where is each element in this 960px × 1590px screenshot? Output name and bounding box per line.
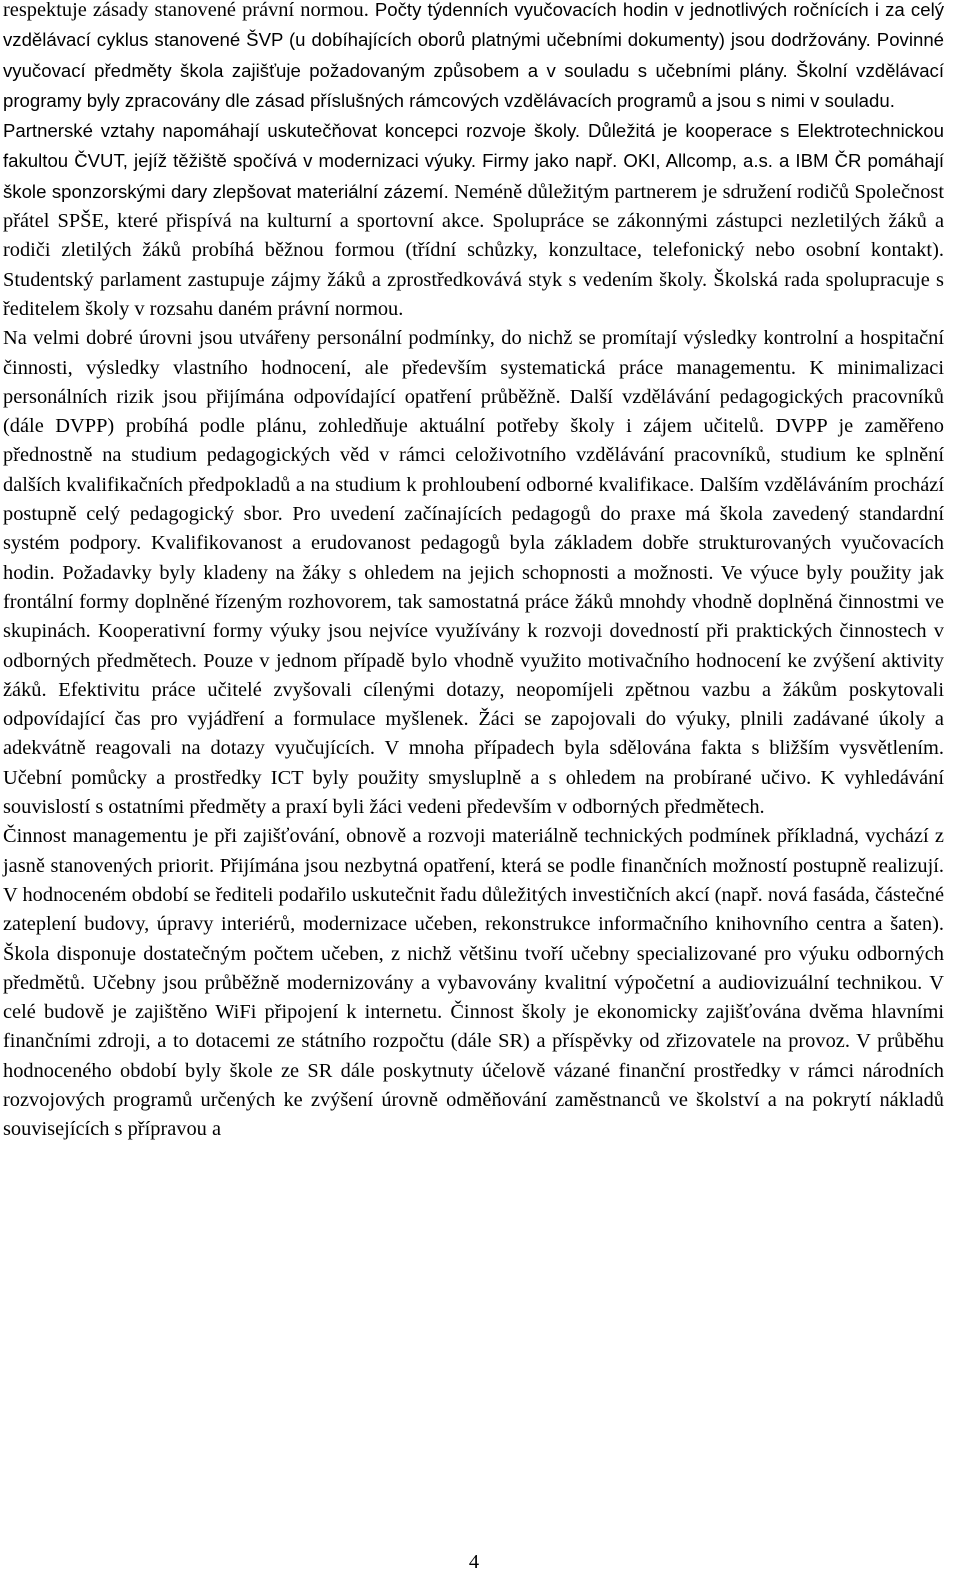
paragraph-2-start: Partnerské vztahy napomáhají uskutečňovat koncepci rozvoje školy. Důležitá je kooperace s Elektrotechnickou fakultou ČVUT, jejíž těžiště spočívá v modernizaci výuky. Firmy jako např. OKI, Allcomp, a.s. a IBM ČR pomáhají škole sponzorskými dary zlepšovat materiální zázemí. [3,120,944,202]
paragraph-2 [3,116,944,324]
paragraph-4: Činnost managementu je při zajišťování, obnově a rozvoji materiálně technických podmínek příkladná, vychází z jasně stanovených priorit. Přijímána jsou nezbytná opatření, která se podle finančních možností postupně realizují. V hodnoceném období se řediteli podařilo uskutečnit řadu důležitých investičních akcí (např. nová fasáda, částečné zateplení budovy, úpravy interiérů, modernizace učeben, rekonstrukce informačního knihovního centra a šaten). Škola disponuje dostatečným počtem učeben, z nichž většinu tvoří učebny specializované pro výuku odborných předmětů. Učebny jsou průběžně modernizovány a vybavovány kvalitní výpočetní a audiovizuální technikou. V celé budově je zajištěno WiFi připojení k internetu. Činnost školy je ekonomicky zajišťována dvěma hlavními finančními zdroji, a to dotacemi ze státního rozpočtu (dále SR) a příspěvky od zřizovatele na provoz. V průběhu hodnoceného období byly škole ze SR dále poskytnuty účelově vázané finanční prostředky v rámci národních rozvojových programů určených ke zvýšení úrovně odměňování zaměstnanců ve školství a na pokrytí nákladů souvisejících s přípravou a [3,825,944,1141]
paragraph-1-start: respektuje zásady stanovené právní normou. [3,0,375,21]
page-number: 4 [468,1551,480,1573]
document-page [3,0,944,1145]
paragraph-3: Na velmi dobré úrovni jsou utvářeny personální podmínky, do nichž se promítají výsledky kontrolní a hospitační činnosti, výsledky vlastního hodnocení, ale především systematická práce managementu. K minimalizaci personálních rizik jsou přijímána odpovídající opatření průběžně. Další vzdělávání pedagogických pracovníků (dále DVPP) probíhá podle plánu, zohledňuje aktuální potřeby školy i zájem učitelů. DVPP je zaměřeno přednostně na studium pedagogických věd v rámci celoživotního vzdělávání pracovníků, studium ke splnění dalších kvalifikačních předpokladů a na studium k prohloubení odborné kvalifikace. Dalším vzděláváním prochází postupně celý pedagogický sbor. Pro uvedení začínajících pedagogů do praxe má škola zavedený standardní systém podpory. Kvalifikovanost a erudovanost pedagogů byla základem dobře strukturovaných vyučovacích hodin. Požadavky byly kladeny na žáky s ohledem na jejich schopnosti a možnosti. Ve výuce byly použity jak frontální formy doplněné řízeným rozhovorem, tak samostatná práce žáků mnohdy vhodně doplněná činnostmi ve skupinách. Kooperativní formy výuky jsou nejvíce využívány k rozvoji dovedností při praktických činnostech v odborných předmětech. Pouze v jednom případě bylo vhodně využito motivačního hodnocení ke zvýšení aktivity žáků. Efektivitu práce učitelé zvyšovali cílenými dotazy, neopomíjeli zpětnou vazbu a žákům poskytovali odpovídající čas pro vyjádření a formulace myšlenek. Žáci se zapojovali do výuky, plnili zadávané úkoly a adekvátně reagovali na dotazy vyučujících. V mnoha případech byla sdělována fakta s bližším vysvětlením. Učební pomůcky a prostředky ICT byly použity smysluplně a s ohledem na probírané učivo. K vyhledávání souvislostí s ostatními předměty a praxí byli žáci vedeni především v odborných předmětech. [3,327,944,819]
paragraph-1-rest: Počty týdenních vyučovacích hodin v jednotlivých ročnících i za celý vzdělávací cyklus stanovené ŠVP (u dobíhajících oborů platnými učebními dokumenty) jsou dodržovány. Povinné vyučovací předměty škola zajišťuje požadovaným způsobem a v souladu s učebními plány. Školní vzdělávací programy byly zpracovány dle zásad příslušných rámcových vzdělávacích programů a jsou s nimi v souladu. [3,0,944,111]
paragraph-1 [3,0,944,116]
paragraph-2-rest: Neméně důležitým partnerem je sdružení rodičů Společnost přátel SPŠE, které přispívá na kulturní a sportovní akce. Spolupráce se zákonnými zástupci nezletilých žáků a rodiči zletilých žáků probíhá běžnou formou (třídní schůzky, konzultace, telefonický nebo osobní kontakt). Studentský parlament zastupuje zájmy žáků a zprostředkovává styk s vedením školy. Školská rada spolupracuje s ředitelem školy v rozsahu daném právní normou. [3,180,944,320]
